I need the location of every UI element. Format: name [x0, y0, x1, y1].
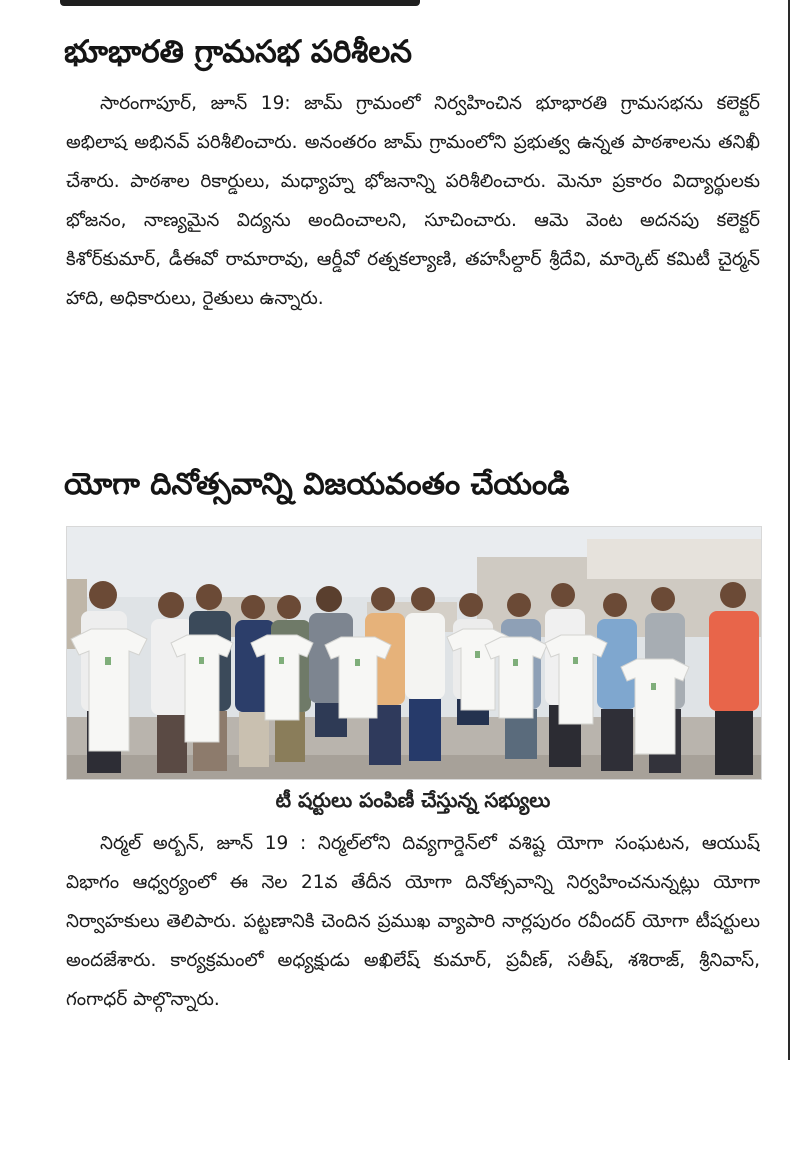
article1-body: సారంగాపూర్, జూన్ 19: జామ్ గ్రామంలో నిర్వహించిన భూభారతి గ్రామసభను కలెక్టర్ అభిలాష అభినవ్ పరిశీలించారు. అనంతరం జామ్ గ్రామంలోని ప్రభుత్వ ఉన్నత పాఠశాలను తనిఖీ చేశారు. పాఠశాల రికార్డులు, మధ్యాహ్న భోజనాన్ని పరిశీలించారు. మెనూ ప్రకారం విద్యార్థులకు భోజనం, నాణ్యమైన విద్యను అందించాలని, సూచించారు. ఆమె వెంట అదనపు కలెక్టర్ కిశోర్‌కుమార్, డీఈవో రామారావు, ఆర్డీవో రత్నకల్యాణి, తహసీల్దార్ శ్రీదేవి, మార్కెట్ కమిటీ చైర్మన్ హాది, అధికారులు, రైతులు ఉన్నారు.	[66, 93, 760, 309]
photo-caption: టీ షర్టులు పంపిణీ చేస్తున్న సభ్యులు	[275, 788, 551, 812]
column-rule	[788, 0, 790, 1060]
article2-headline: యోగా దినోత్సవాన్ని విజయవంతం చేయండి	[64, 467, 570, 502]
previous-article-cutoff	[60, 0, 420, 6]
article1-headline: భూభారతి గ్రామసభ పరిశీలన	[64, 34, 413, 70]
article2-body: నిర్మల్ అర్బన్, జూన్ 19 : నిర్మల్‌లోని దివ్యగార్డెన్‌లో వశిష్ట యోగా సంఘటన, ఆయుష్ విభాగం ఆధ్వర్యంలో ఈ నెల 21వ తేదీన యోగా దినోత్సవాన్ని నిర్వహించనున్నట్లు యోగా నిర్వాహకులు తెలిపారు. పట్టణానికి చెందిన ప్రముఖ వ్యాపారి నార్లపురం రవీందర్ యోగా టీషర్టులు అందజేశారు. కార్యక్రమంలో అధ్యక్షుడు అఖిలేష్ కుమార్, ప్రవీణ్, సతీష్, శశిరాజ్, శ్రీనివాస్, గంగాధర్ పాల్గొన్నారు.	[66, 833, 760, 1010]
news-photo-group-tshirts	[66, 526, 762, 780]
